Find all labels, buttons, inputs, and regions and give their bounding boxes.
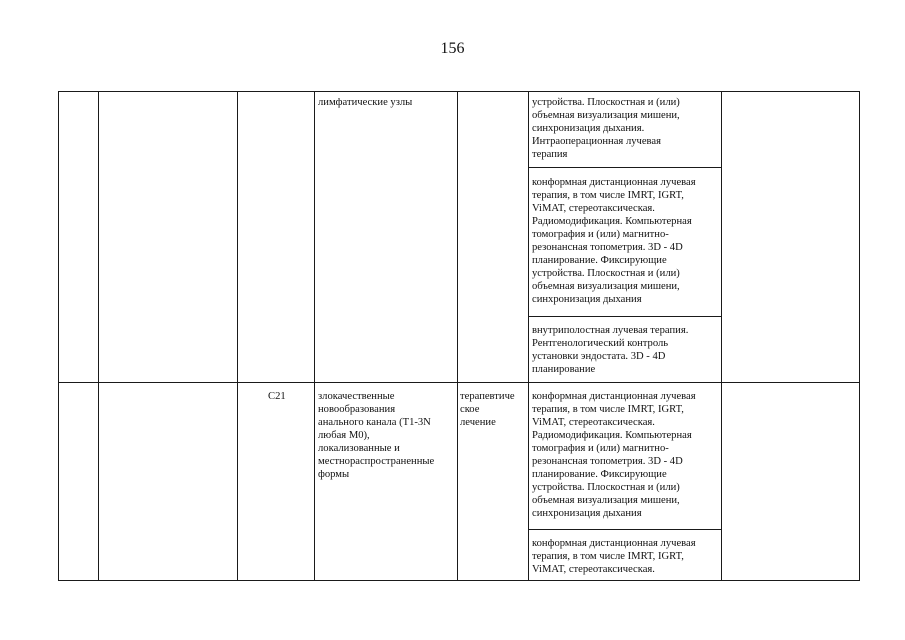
row1-name-cell: лимфатические узлы (318, 97, 413, 108)
row1-method-2-cell: конформная дистанционная лучевая терапия, в том числе IMRT, IGRT, ViMAT, стереотаксическая. Радиомодификация. Компьютерная томография и (или) магнитно- резонансная топометрия. 3D - 4D планирование. Фиксирующие устройства. Плоскостная и (или) объемная визуализация мишени, синхронизация дыхания (532, 177, 696, 305)
row1-method-divider-1 (528, 167, 721, 168)
table-top-border (58, 91, 859, 92)
row1-method-divider-2 (528, 316, 721, 317)
row2-code-cell: C21 (268, 391, 286, 402)
row2-name-cell: злокачественные новообразования анального канала (T1-3N любая M0), локализованные и местнораспространенные формы (318, 391, 435, 480)
row1-method-3-cell: внутриполостная лучевая терапия. Рентгенологический контроль установки эндостата. 3D - 4D планирование (532, 325, 689, 375)
col-line-4 (314, 91, 315, 581)
table-bottom-border (58, 580, 859, 581)
col-line-7 (721, 91, 722, 581)
col-line-1 (58, 91, 59, 581)
row2-method-divider (528, 529, 721, 530)
row1-method-1-cell: устройства. Плоскостная и (или) объемная визуализация мишени, синхронизация дыхания. Интраоперационная лучевая терапия (532, 97, 680, 160)
row2-method-2-cell: конформная дистанционная лучевая терапия, в том числе IMRT, IGRT, ViMAT, стереотаксическая. (532, 538, 696, 575)
col-line-2 (98, 91, 99, 581)
col-line-3 (237, 91, 238, 581)
page-number: 156 (440, 40, 465, 57)
col-line-6 (528, 91, 529, 581)
row2-method-1-cell: конформная дистанционная лучевая терапия, в том числе IMRT, IGRT, ViMAT, стереотаксическая. Радиомодификация. Компьютерная томография и (или) магнитно- резонансная топометрия. 3D - 4D планирование. Фиксирующие устройства. Плоскостная и (или) объемная визуализация мишени, синхронизация дыхания (532, 391, 696, 519)
row2-treatment-cell: терапевтиче ское лечение (460, 391, 515, 428)
col-line-5 (457, 91, 458, 581)
col-line-8 (859, 91, 860, 581)
row-divider (58, 382, 859, 383)
